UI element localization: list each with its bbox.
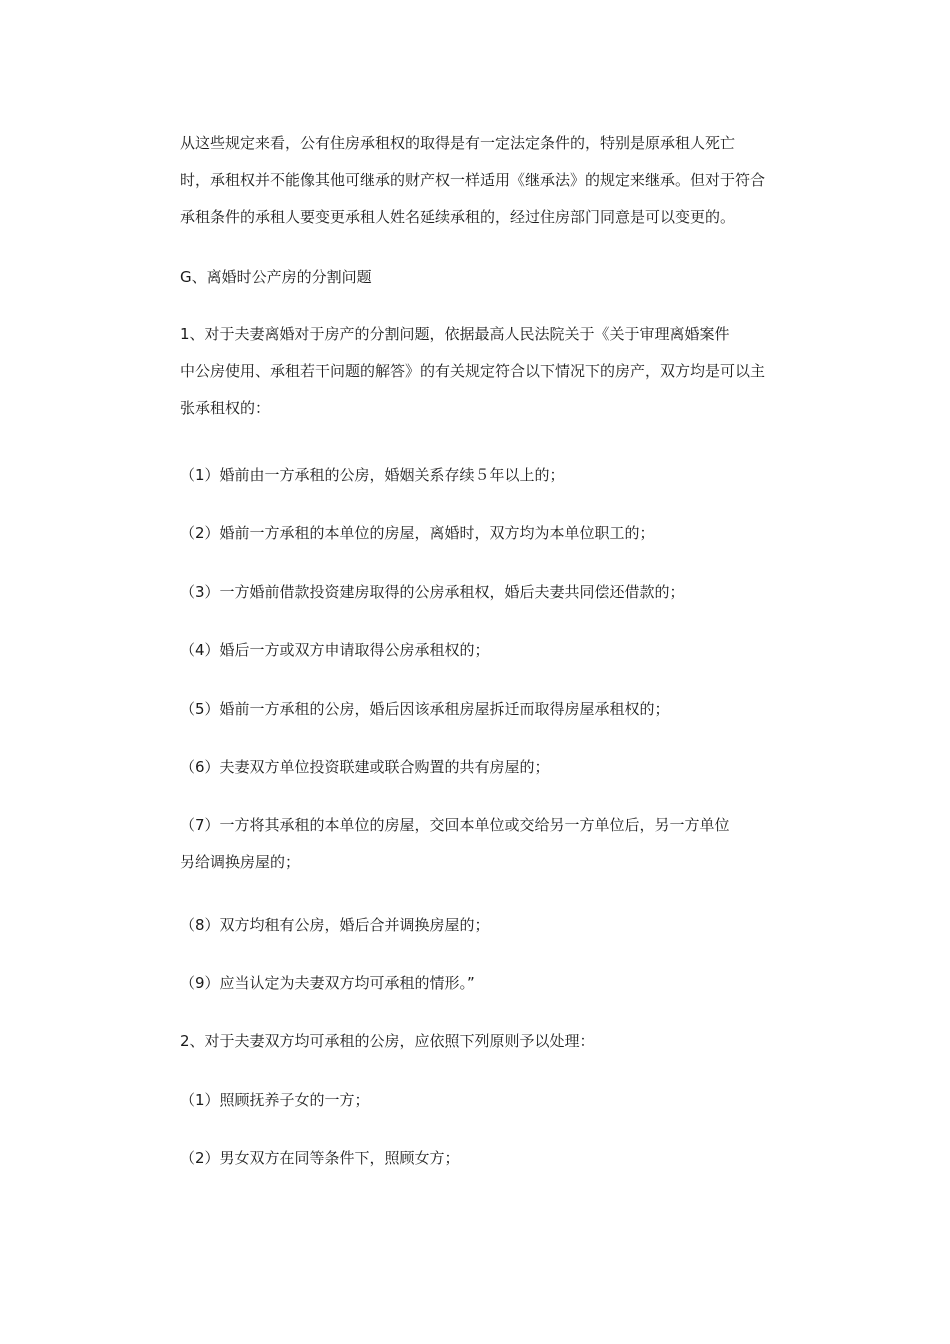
item-text: （6）夫妻双方单位投资联建或联合购置的共有房屋的；	[180, 758, 550, 776]
list-item	[143, 918, 813, 933]
item-text: （2）男女双方在同等条件下，照顾女方；	[180, 1149, 460, 1167]
item-text: （7）一方将其承租的本单位的房屋，交回本单位或交给另一方单位后，另一方单位	[180, 816, 730, 834]
section-heading-g	[143, 270, 813, 285]
item-text: （9）应当认定为夫妻双方均可承租的情形。”	[180, 974, 475, 992]
list-item	[143, 526, 813, 541]
text-line: 张承租权的：	[180, 399, 271, 417]
section-2-paragraph	[143, 1034, 813, 1049]
heading-text: G、离婚时公产房的分割问题	[180, 268, 372, 286]
text-line: 从这些规定来看，公有住房承租权的取得是有一定法定条件的，特别是原承租人死亡	[180, 134, 736, 152]
list-item	[143, 1151, 813, 1166]
text-line: 时，承租权并不能像其他可继承的财产权一样适用《继承法》的规定来继承。但对于符合	[180, 171, 766, 189]
section-1-paragraph	[143, 316, 813, 427]
item-text: （5）婚前一方承租的公房，婚后因该承租房屋拆迁而取得房屋承租权的；	[180, 700, 670, 718]
item-text: （4）婚后一方或双方申请取得公房承租权的；	[180, 641, 490, 659]
item-text: 另给调换房屋的；	[180, 853, 301, 871]
list-item	[143, 976, 813, 991]
list-item	[143, 468, 813, 483]
text-line: 中公房使用、承租若干问题的解答》的有关规定符合以下情况下的房产，双方均是可以主	[180, 362, 766, 380]
item-text: （1）婚前由一方承租的公房，婚姻关系存续５年以上的；	[180, 466, 565, 484]
text-line: 1、对于夫妻离婚对于房产的分割问题，依据最高人民法院关于《关于审理离婚案件	[180, 325, 730, 343]
item-text: （1）照顾抚养子女的一方；	[180, 1091, 370, 1109]
list-item	[143, 643, 813, 658]
text-line: 2、对于夫妻双方均可承租的公房，应依照下列原则予以处理：	[180, 1032, 595, 1050]
list-item	[143, 585, 813, 600]
item-text: （2）婚前一方承租的本单位的房屋，离婚时，双方均为本单位职工的；	[180, 524, 655, 542]
list-item	[143, 702, 813, 717]
list-item	[143, 1093, 813, 1108]
text-line: 承租条件的承租人要变更承租人姓名延续承租的，经过住房部门同意是可以变更的。	[180, 208, 736, 226]
item-text: （3）一方婚前借款投资建房取得的公房承租权，婚后夫妻共同偿还借款的；	[180, 583, 685, 601]
item-text: （8）双方均租有公房，婚后合并调换房屋的；	[180, 916, 490, 934]
intro-paragraph	[143, 125, 813, 236]
list-item	[143, 807, 813, 881]
list-item	[143, 760, 813, 775]
